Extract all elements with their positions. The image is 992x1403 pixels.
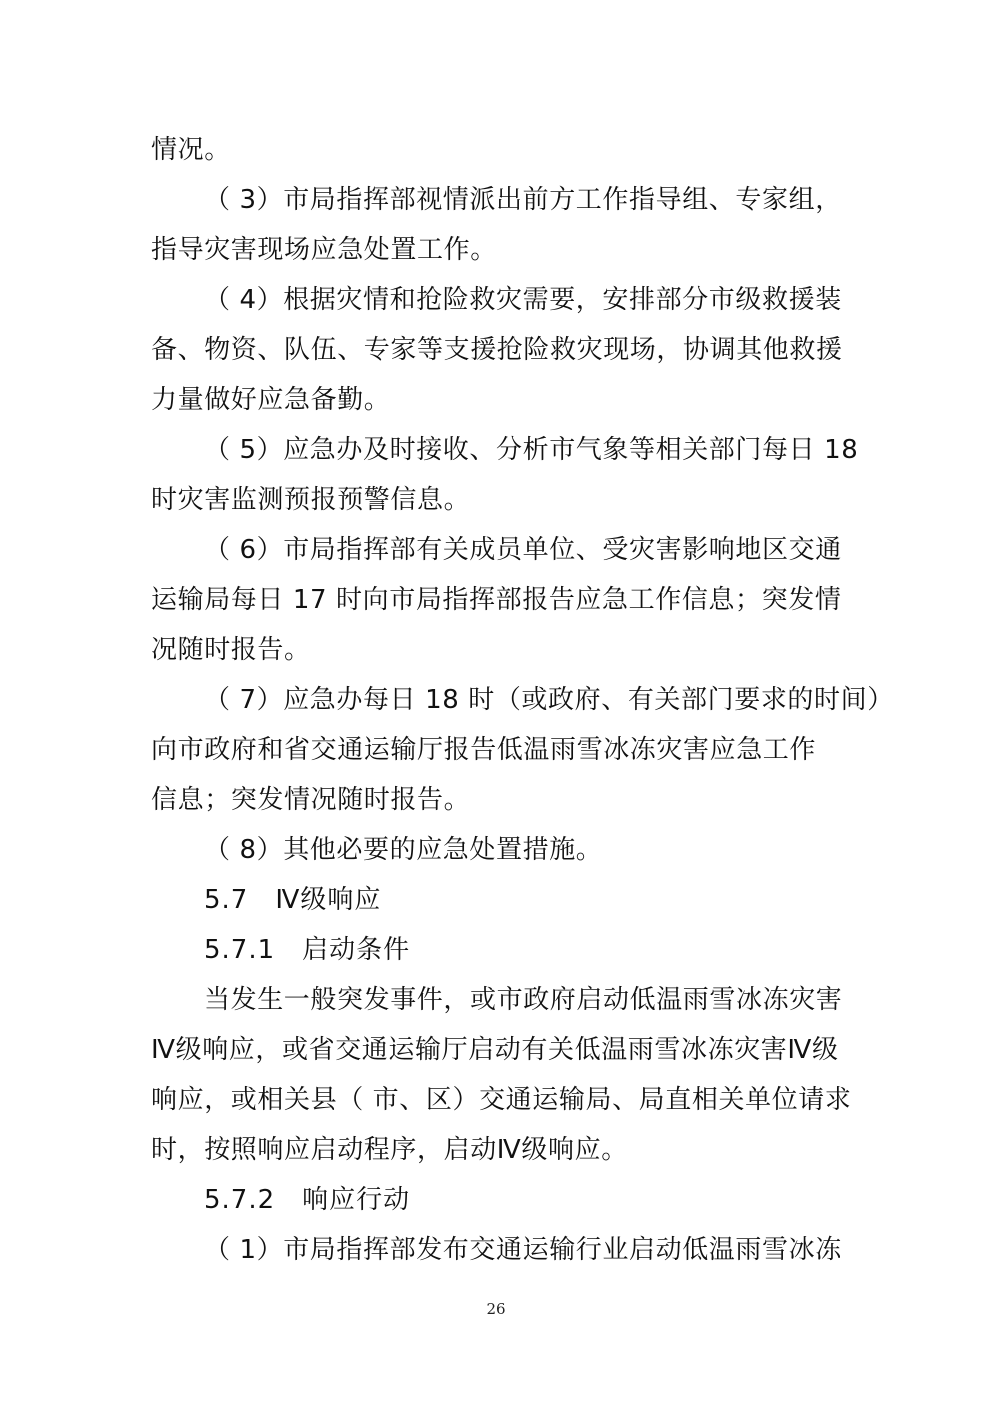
body-text-line: Ⅳ级响应，或省交通运输厅启动有关低温雨雪冰冻灾害Ⅳ级 <box>151 1035 839 1065</box>
section-heading-5-7: 5.7 Ⅳ级响应 <box>204 885 382 915</box>
section-heading-5-7-2: 5.7.2 响应行动 <box>204 1185 411 1215</box>
list-item-6: （ 6）市局指挥部有关成员单位、受灾害影响地区交通 <box>204 535 842 565</box>
body-text-line: 情况。 <box>151 135 231 165</box>
body-text-line: 况随时报告。 <box>151 635 311 665</box>
body-text-line: 向市政府和省交通运输厅报告低温雨雪冰冻灾害应急工作 <box>151 735 817 765</box>
list-item-4: （ 4）根据灾情和抢险救灾需要，安排部分市级救援装 <box>204 285 842 315</box>
list-item-1: （ 1）市局指挥部发布交通运输行业启动低温雨雪冰冻 <box>204 1235 842 1265</box>
body-text-line: 响应，或相关县（ 市、区）交通运输局、局直相关单位请求 <box>151 1085 852 1115</box>
body-text-line: 当发生一般突发事件，或市政府启动低温雨雪冰冻灾害 <box>204 985 843 1015</box>
body-text-line: 运输局每日 17 时向市局指挥部报告应急工作信息；突发情 <box>151 585 842 615</box>
body-text-line: 信息；突发情况随时报告。 <box>151 785 471 815</box>
section-heading-5-7-1: 5.7.1 启动条件 <box>204 935 411 965</box>
list-item-8: （ 8）其他必要的应急处置措施。 <box>204 835 603 865</box>
list-item-5: （ 5）应急办及时接收、分析市气象等相关部门每日 18 <box>204 435 859 465</box>
page-number: 26 <box>486 1300 506 1318</box>
body-text-line: 时灾害监测预报预警信息。 <box>151 485 471 515</box>
body-text-line: 备、物资、队伍、专家等支援抢险救灾现场，协调其他救援 <box>151 335 843 365</box>
body-text-line: 指导灾害现场应急处置工作。 <box>151 235 497 265</box>
list-item-7: （ 7）应急办每日 18 时（或政府、有关部门要求的时间） <box>204 685 894 715</box>
body-text-line: 力量做好应急备勤。 <box>151 385 391 415</box>
list-item-3: （ 3）市局指挥部视情派出前方工作指导组、专家组， <box>204 185 842 215</box>
body-text-line: 时，按照响应启动程序，启动Ⅳ级响应。 <box>151 1135 628 1165</box>
